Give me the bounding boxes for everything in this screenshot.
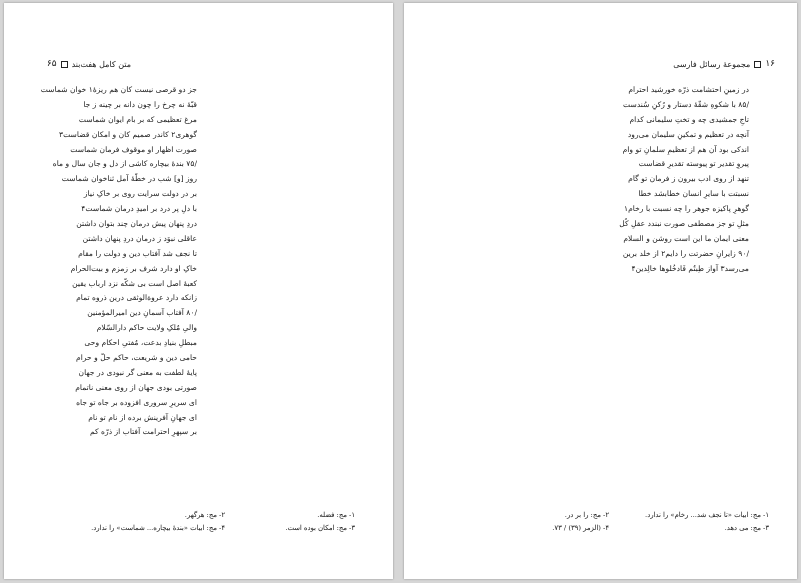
poem-line: می‌رسد۳ آواز طِبتُم فَادخُلوها خالِدین۴ bbox=[631, 263, 749, 273]
poem-line: مبطلِ بنیادِ بدعت، مُفتیِ احکام وحی bbox=[84, 338, 197, 348]
poem-line: گوهری۲ کاندر صمیم کان و امکان قضاست۳ bbox=[58, 129, 197, 139]
poem-line: /۷۵ بندهٔ بیچاره کاشی از دل و جان سال و ماه bbox=[52, 159, 197, 169]
footnote: ۲- مج: را بر در. bbox=[564, 511, 609, 519]
page-number: ۶۵ bbox=[46, 59, 57, 69]
poem-line: بر در دولت سرایت روی بر خاکِ نیاز bbox=[83, 189, 197, 199]
header-box-icon bbox=[754, 61, 761, 68]
poem-line: حامی دین و شریعت، حاکم حلّ و حرام bbox=[76, 353, 197, 363]
footnote-row bbox=[55, 522, 355, 535]
left-page bbox=[4, 3, 393, 579]
poem-line: آنچه در تعظیم و تمکینِ سلیمان می‌رود bbox=[627, 129, 749, 139]
poem-line: تاجِ جمشیدی چه و تختِ سلیمانی کدام bbox=[629, 114, 749, 124]
footnote: ۴- (الزمر (۳۹) / ۷۳. bbox=[552, 524, 609, 532]
footnote: ۱- مج: ابیات «تا نجف شد... رخام» را ندارد. bbox=[645, 511, 769, 519]
poem-line: اندکی بود آن هم از تعظیمِ سلمانِ تو وام bbox=[622, 144, 749, 154]
footnote-row bbox=[55, 509, 355, 522]
poem-line: نسبتت با سایرِ انسان خطابشد خطا bbox=[638, 189, 749, 199]
poem-line: پایهٔ لطفت به معنی گر نبودی در جهان bbox=[78, 367, 197, 377]
poem-line: صورتی بودی جهان از روی معنی ناتمام bbox=[75, 382, 197, 392]
footnote-row bbox=[469, 522, 769, 535]
footnote: ۳- مج: می دهد. bbox=[724, 524, 769, 532]
poem-line: روز [و] شب در خطّهٔ آمل ثناخوان شماست bbox=[61, 174, 197, 184]
poem-line: صورت اظهار او موقوف فرمان شماست bbox=[70, 144, 197, 154]
footnote: ۳- مج: امکان بوده است. bbox=[285, 524, 355, 532]
left-page-header bbox=[47, 59, 131, 69]
right-page bbox=[404, 3, 797, 579]
poem-line: مرغ تعظیمی که بر بام ایوان شماست bbox=[78, 114, 197, 124]
poem-line: معنی ایمان ما این است روشن و السلام bbox=[623, 233, 749, 243]
footnote: ۴- مج: ابیات «بندهٔ بیچاره... شماست» را ندارد. bbox=[91, 524, 225, 532]
poem-line: تا نجف شد آفتاب دین و دولت را مقام bbox=[78, 248, 197, 258]
poem-line: /۸۵ با شکوهِ شقّهٔ دستار و رُکنِ سُندست bbox=[623, 99, 749, 109]
footnotes bbox=[469, 509, 769, 535]
header-box-icon bbox=[61, 61, 68, 68]
poem-line: مثلِ تو جز مصطفی صورت نبندد عقلِ کُل bbox=[619, 219, 749, 229]
poem-lines bbox=[529, 83, 749, 277]
poem-line: ای سریرِ سروری افزوده بر جاه تو جاه bbox=[76, 397, 197, 407]
poem-line: جز دو قرصی نیست کان هم ریزۀ۱ خوان شماست bbox=[40, 85, 197, 94]
running-title: مجموعهٔ رسائل فارسی bbox=[673, 59, 751, 69]
poem-line: کعبهٔ اصل است بی شکّه نزد ارباب یقین bbox=[72, 278, 197, 288]
poem-lines bbox=[7, 83, 197, 440]
right-page-header bbox=[673, 59, 775, 69]
poem-line: خاکِ او دارد شرف بر زمزم و بیت‌الحرام bbox=[70, 263, 197, 273]
poem-line: عاقلی نبوَد ز درمان دردِ پنهان داشتن bbox=[82, 233, 197, 243]
running-title: متن کامل هفت‌بند bbox=[71, 59, 131, 69]
poem-line: تنهد از روی ادب بیرون ز فرمان تو گام bbox=[628, 174, 749, 184]
footnote: ۲- مج: هرگهر. bbox=[184, 511, 225, 519]
poem-line: /۹۰ زایرانِ حضرتت را دایم۲ از خلد برین bbox=[622, 248, 749, 258]
poem-line: ای جهانِ آفرینش برده از نام تو نام bbox=[88, 412, 197, 422]
poem-line: پیروِ تقدیر تو پیوسته تقدیرِ قضاست bbox=[638, 159, 749, 169]
poem-line: با دلِ پر درد بر امیدِ درمان شماست۴ bbox=[81, 204, 197, 214]
poem-line: بر سپهرِ احترامت آفتاب از ذرّه کم bbox=[89, 427, 197, 437]
footnotes bbox=[55, 509, 355, 535]
poem-line: /۸۰ آفتاب آسمانِ دین امیرالمؤمنین bbox=[87, 308, 197, 318]
poem-line: قبّهٔ نه چرخ را چون دانه بر چینه ز جا bbox=[83, 99, 197, 109]
page-number: ۱۶ bbox=[765, 59, 775, 69]
poem-line: زانکه دارد عروة‌الوثقی درین ذروه تمام bbox=[76, 293, 197, 303]
poem-line: والیِ مُلکِ ولایت حاکم دارالسّلام bbox=[96, 323, 197, 333]
poem-line: در زمینِ احتشامت ذرّه خورشید احترام bbox=[628, 85, 749, 94]
footnote-row bbox=[469, 509, 769, 522]
poem-line: گوهرِ پاکیزه جوهر را چه نسبت با رخام۱ bbox=[623, 204, 749, 214]
footnote: ۱- مج: فضله. bbox=[317, 511, 355, 519]
poem-line: دردِ پنهان پیش درمان چند بتوان داشتن bbox=[76, 219, 197, 229]
